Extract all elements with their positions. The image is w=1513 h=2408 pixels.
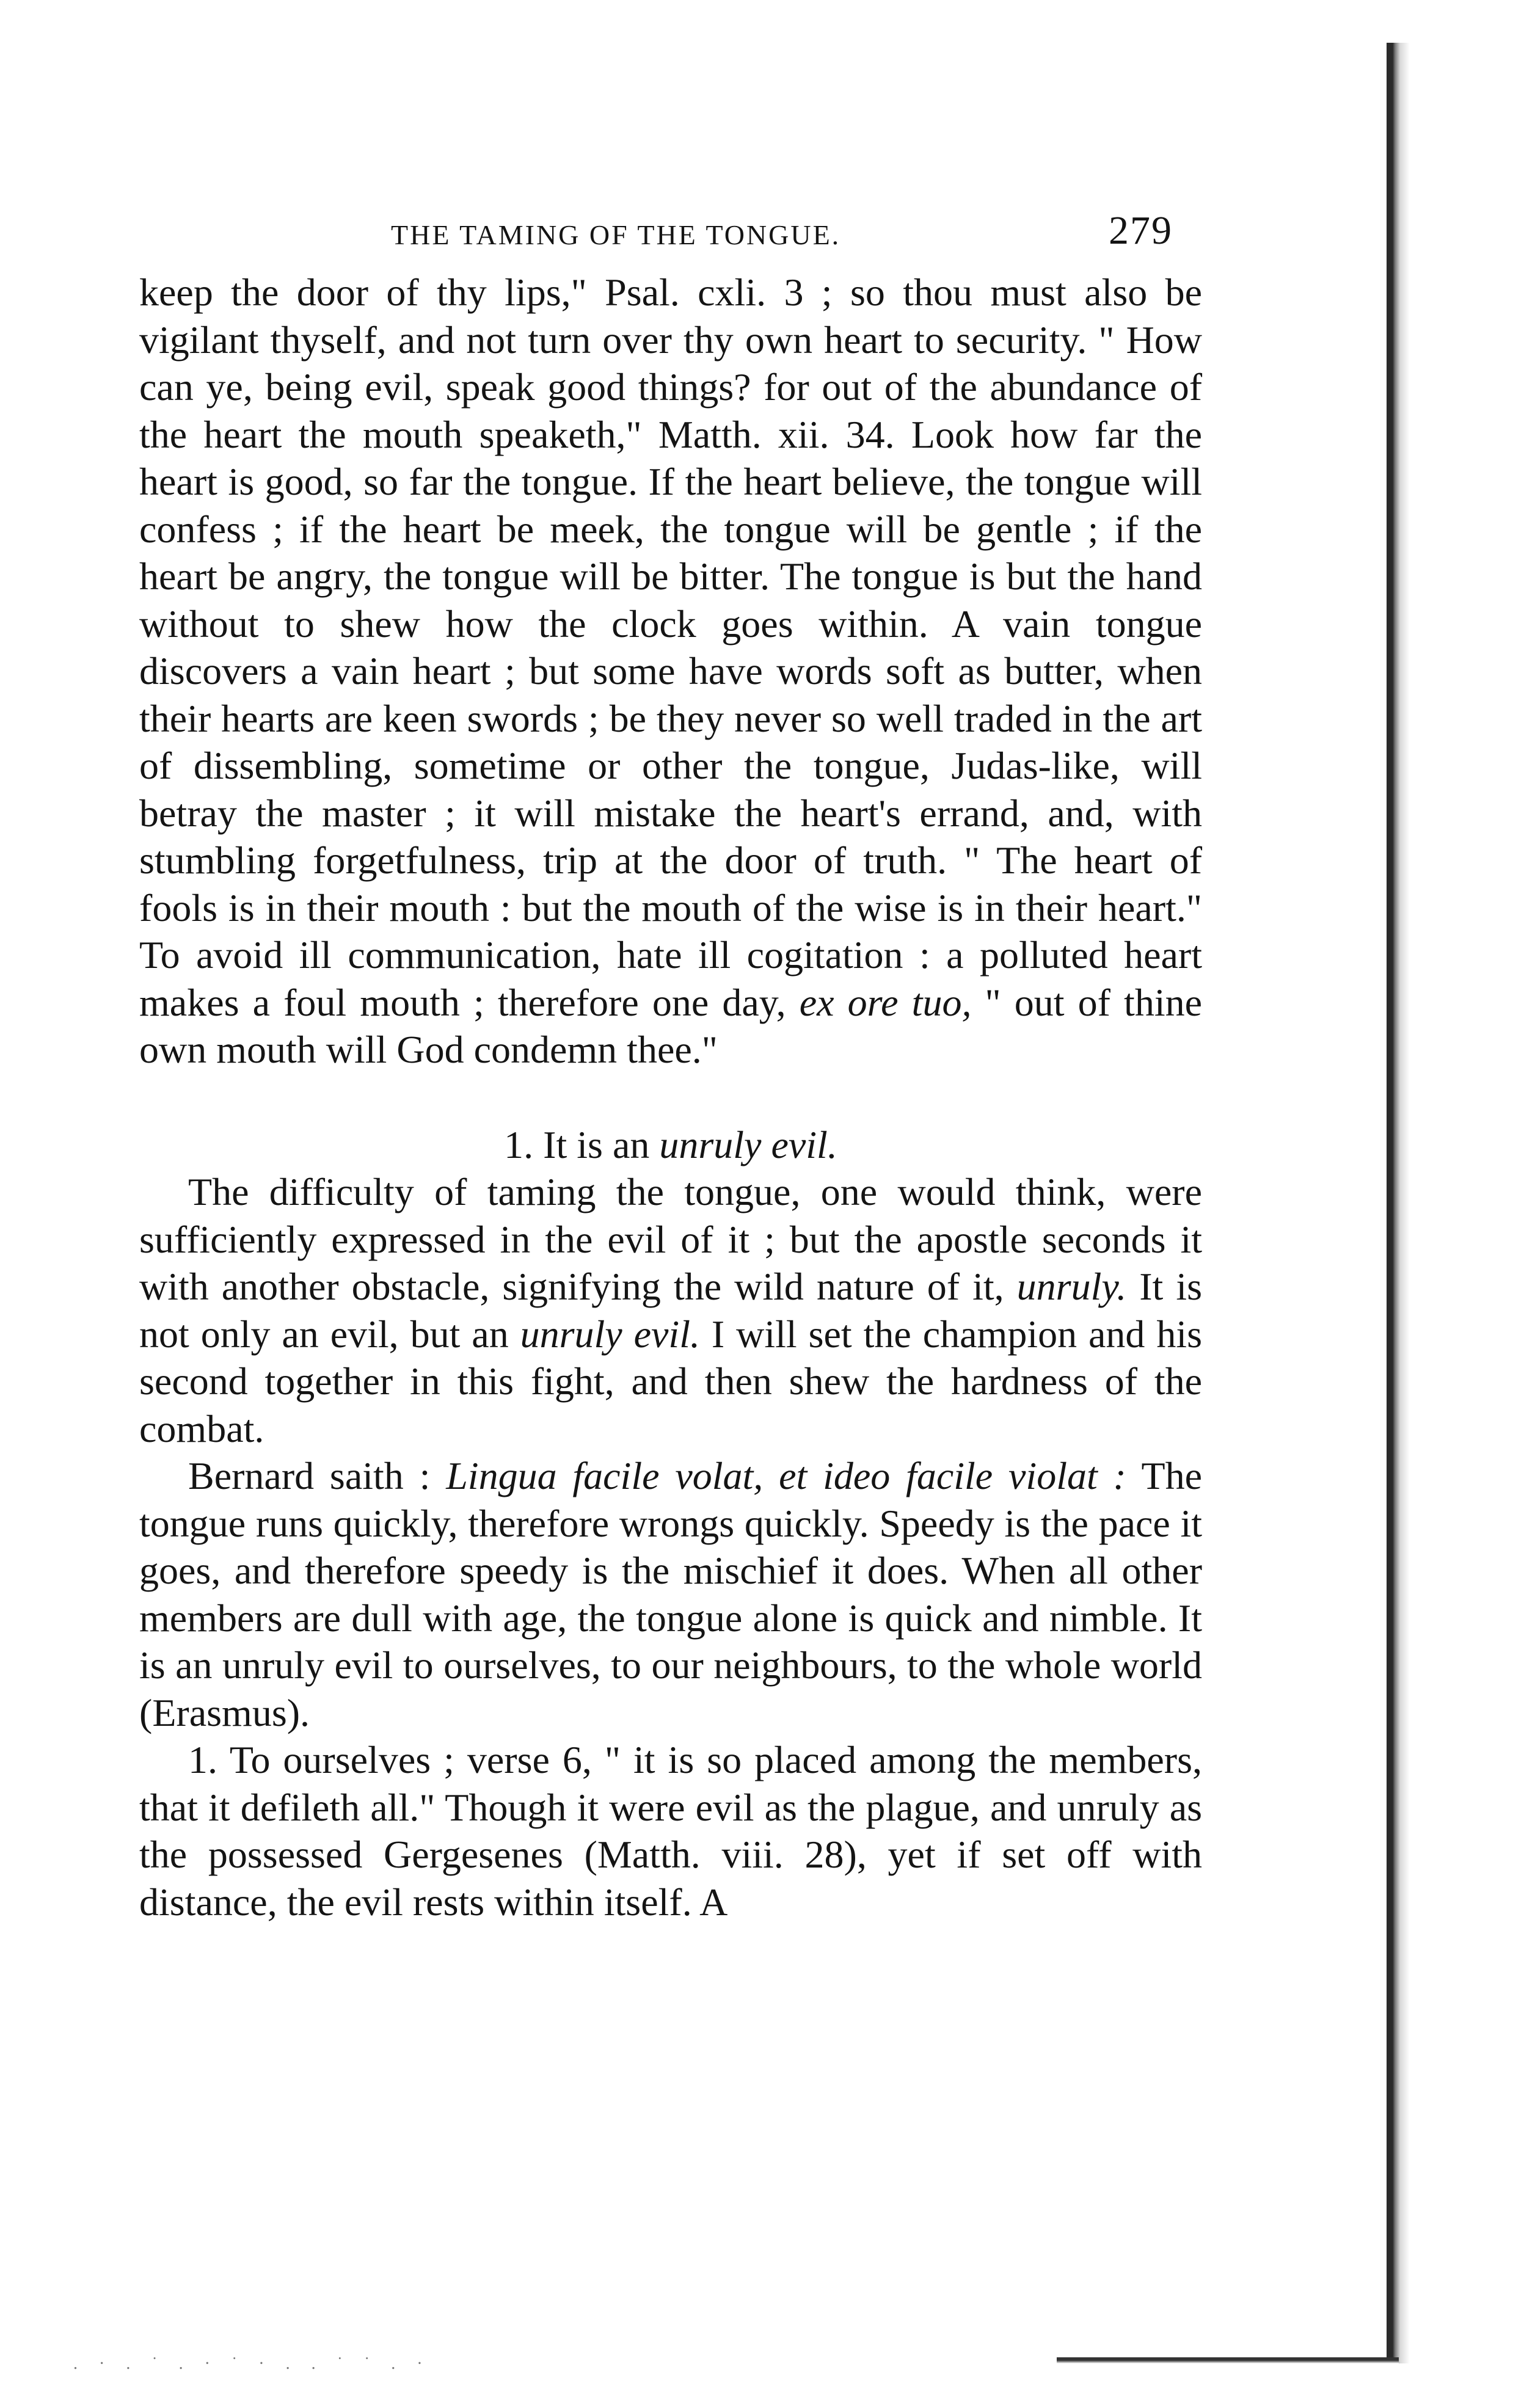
section-heading [139,1121,1202,1169]
paragraph-continuation [139,269,1202,1074]
running-header [391,208,1173,263]
section-heading-number: 1. It is an [504,1122,660,1166]
paragraph-text: The tongue runs quickly, therefore wrongs quickly. Speedy is the pace it goes, and therefore speedy is the mischief it does. When all other members are dull with age, the tongue alone is quick and nimble. It is an unruly evil to ourselves, to our neighbours, to the whole world (Erasmus). [139,1454,1203,1734]
paragraph-text: keep the door of thy lips," Psal. cxli. 3 ; so thou must also be vigilant thyself, and not turn over thy own heart to security. " How can ye, being evil, speak good things? for out of the abundance of the heart the mouth speaketh," Matth. xii. 34. Look how far the heart is good, so far the tongue. If the heart believe, the tongue will confess ; if the heart be meek, the tongue will be gentle ; if the heart be angry, the tongue will be bitter. The tongue is but the hand without to shew how the clock goes within. A vain tongue discovers a vain heart ; but some have words soft as butter, when their hearts are keen swords ; be they never so well traded in the art of dissembling, sometime or other the tongue, Judas-like, will betray the master ; it will mistake the heart's errand, and, with stumbling forgetfulness, trip at the door of truth. " The heart of fools is in their mouth : but the mouth of the wise is in their heart." To avoid ill communication, hate ill cogitation : a polluted heart makes a foul mouth ; therefore one day, [139,271,1202,1024]
paragraph-text: It is not only an evil, but an [139,1265,1203,1356]
paragraph-text: I will set the champion and his second together in this fight, and then shew the hardness of the combat. [139,1312,1203,1450]
latin-quote: Lingua facile volat, et ideo facile violat : [446,1454,1126,1497]
paragraph [139,1736,1202,1926]
page-edge-shadow [1387,43,1410,2363]
emphasis: unruly. [1016,1265,1127,1308]
paragraph [139,1168,1202,1452]
body-text [139,269,1202,1926]
paragraph-text: Bernard saith : [188,1454,447,1497]
section-heading-title: unruly evil. [659,1122,837,1166]
page-number: 279 [1109,208,1173,253]
emphasis: unruly evil. [520,1312,700,1356]
page-edge-bottom-shadow [1057,2357,1399,2363]
paragraph-text-end: " out of thine own mouth will God condemn thee." [139,980,1203,1071]
latin-phrase: ex ore tuo, [799,980,972,1024]
paragraph-text: The difficulty of taming the tongue, one would think, were sufficiently expressed in the evil of it ; but the apostle seconds it with another obstacle, signifying the wild nature of it, [139,1170,1202,1308]
scan-specks: . · . ˙ . · ˙ · . . ˙ ˙ . · [73,2354,431,2373]
paragraph [139,1452,1202,1736]
paragraph-text: 1. To ourselves ; verse 6, " it is so placed among the members, that it defileth all." Though it were evil as the plague, and unruly as the possessed Gergesenes (Matth. viii. 28), yet if set off with distance, the evil rests within itself. A [139,1738,1202,1924]
running-title: THE TAMING OF THE TONGUE. [391,219,841,250]
